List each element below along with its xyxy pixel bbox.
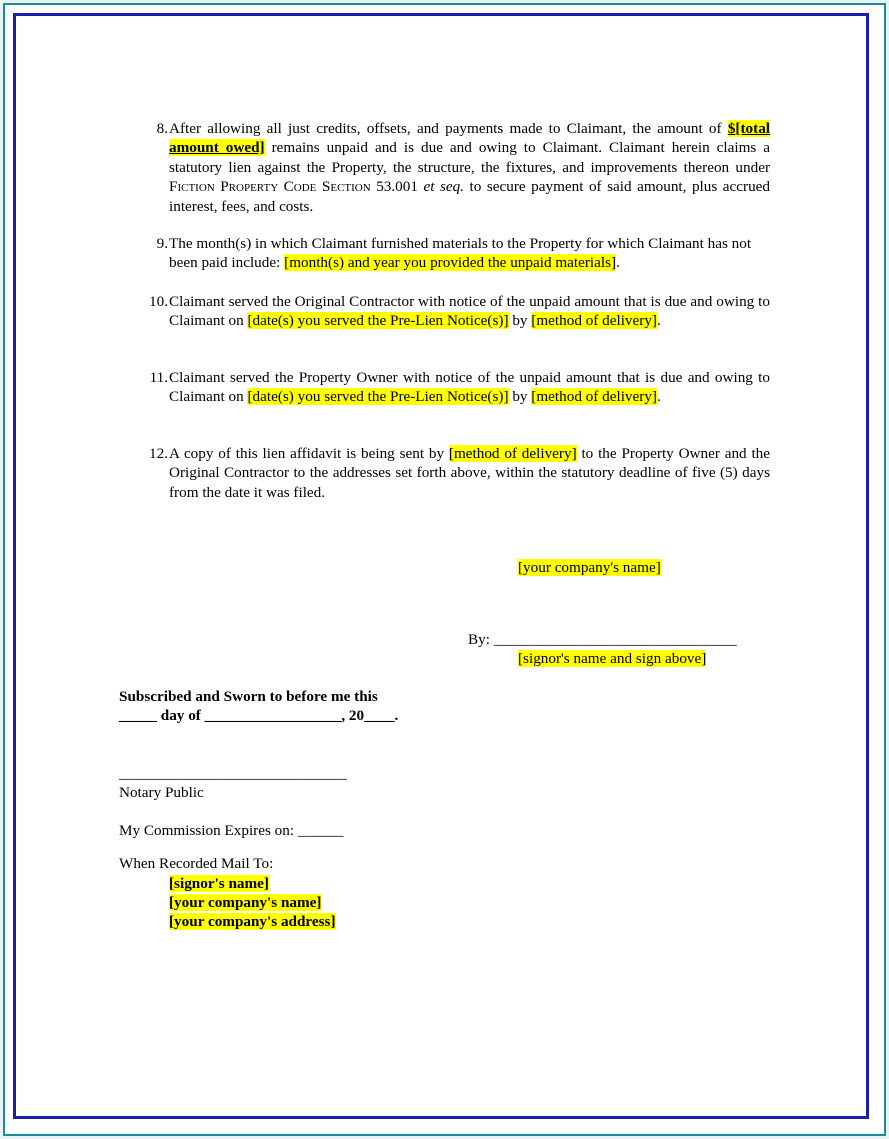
notary-label: Notary Public xyxy=(119,784,204,801)
field-notice-dates: [date(s) you served the Pre-Lien Notice(s)] xyxy=(247,312,509,330)
field-total-amount: $[total amount owed] xyxy=(169,120,771,157)
notary-signature-line: ______________________________ xyxy=(119,765,347,782)
item-number: 9. xyxy=(156,235,168,252)
field-delivery-method: [method of delivery] xyxy=(531,312,657,330)
item-number: 10. xyxy=(149,293,168,310)
field-delivery-method: [method of delivery] xyxy=(448,445,577,462)
mail-signor: [signor's name] xyxy=(169,875,269,892)
field-unpaid-months: [month(s) and year you provided the unpaid materials] xyxy=(284,254,617,272)
item-number: 11. xyxy=(149,369,168,386)
list-item-8: 8. After allowing all just credits, offsets, and payments made to Claimant, the amount of $[total amount owed] remains unpaid and is due and owing to Claimant. Claimant herein claims a statutory lien against the Property, the structure, the fixtures, and improvements thereon under Fiction Property Code Section 53.001 et seq. to secure payment of said amount, plus accrued interest, fees, and costs. xyxy=(140,119,770,216)
list-item-12: 12. A copy of this lien affidavit is being sent by [method of delivery] to the Property Owner and the Original Contractor to the addresses set forth above, within the statutory deadline of five (5) days from the date it was filed. xyxy=(140,444,770,502)
commission-expires: My Commission Expires on: ______ xyxy=(119,822,344,839)
list-item-11: 11. Claimant served the Property Owner with notice of the unpaid amount that is due and owing to Claimant on [date(s) you served the Pre-Lien Notice(s)] by [method of delivery]. xyxy=(140,368,770,407)
notary-heading: Subscribed and Sworn to before me this xyxy=(119,688,378,705)
mail-company-address: [your company's address] xyxy=(169,913,336,930)
signature-by-line: By: ________________________________ xyxy=(468,631,737,648)
list-item-9: 9. The month(s) in which Claimant furnished materials to the Property for which Claimant has not been paid include: [month(s) and year you provided the unpaid materials]. xyxy=(140,234,770,273)
mail-company-name: [your company's name] xyxy=(169,894,322,911)
list-item-10: 10. Claimant served the Original Contractor with notice of the unpaid amount that is due and owing to Claimant on [date(s) you served the Pre-Lien Notice(s)] by [method of delivery]. xyxy=(140,292,770,331)
signature-company: [your company's name] xyxy=(518,559,661,576)
field-notice-dates: [date(s) you served the Pre-Lien Notice(s)] xyxy=(247,388,509,406)
field-delivery-method: [method of delivery] xyxy=(531,388,657,406)
notary-date-line: _____ day of __________________, 20____. xyxy=(119,707,399,724)
item-number: 8. xyxy=(156,120,168,137)
mail-label: When Recorded Mail To: xyxy=(119,855,274,872)
signature-signer: [signor's name and sign above] xyxy=(518,650,707,667)
item-number: 12. xyxy=(149,445,168,462)
